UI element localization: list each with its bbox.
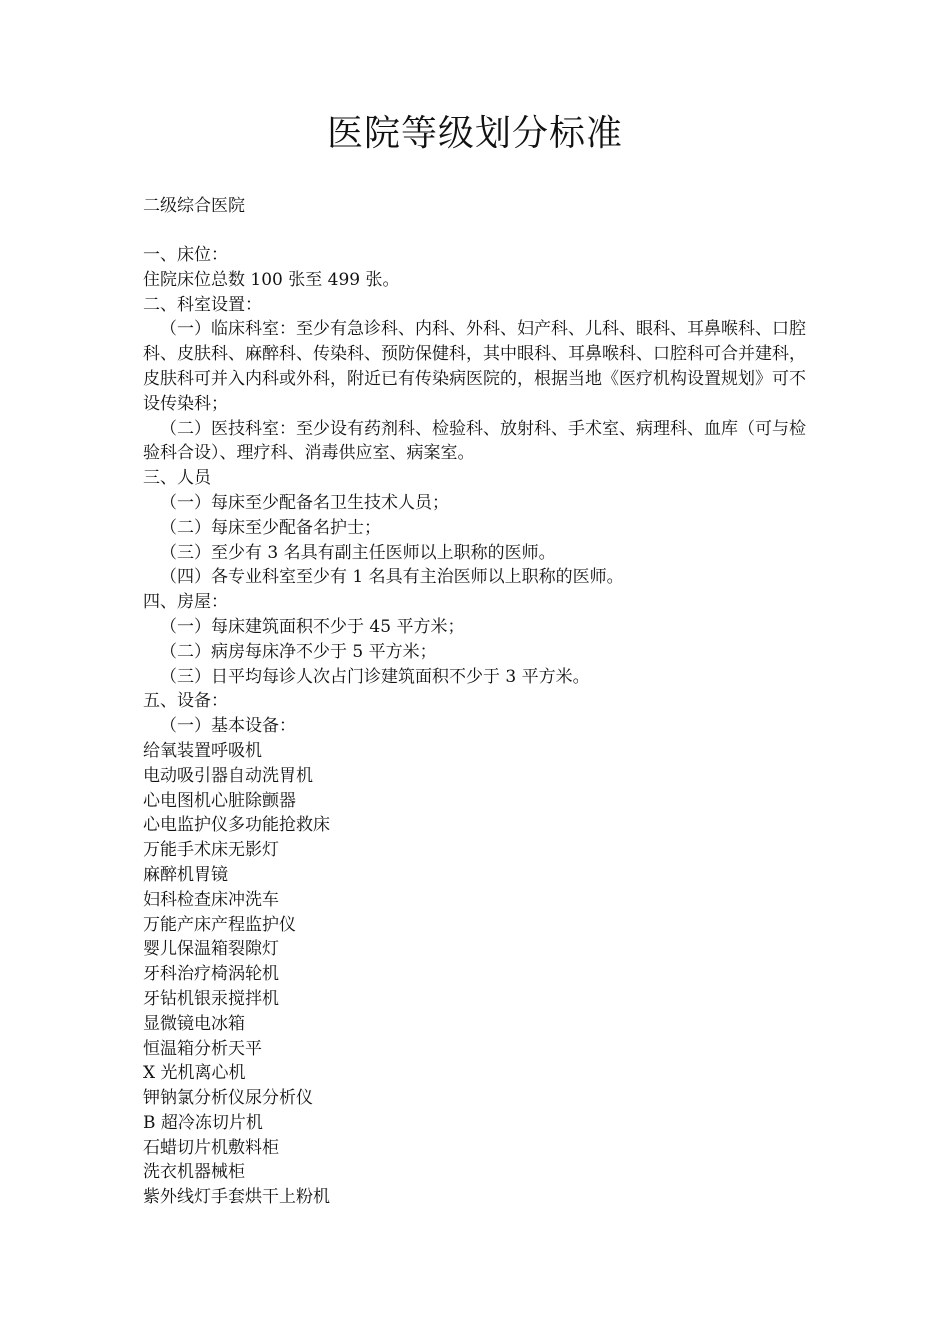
- equipment-item: 洗衣机器械柜: [143, 1162, 245, 1183]
- housing-item: （一）每床建筑面积不少于 45 平方米；: [160, 616, 465, 637]
- document-subtitle: 二级综合医院: [143, 196, 245, 216]
- document-title: 医院等级划分标准: [326, 113, 623, 154]
- section-heading-beds: 一、床位：: [143, 245, 228, 265]
- equipment-item: 麻醉机胃镜: [143, 864, 228, 885]
- housing-item: （二）病房每床净不少于 5 平方米；: [160, 641, 437, 662]
- equipment-item: 钾钠氯分析仪尿分析仪: [143, 1088, 313, 1109]
- equipment-item: 心电监护仪多功能抢救床: [143, 815, 330, 836]
- equipment-item: 石蜡切片机敷料柜: [143, 1137, 279, 1158]
- equipment-item: 妇科检查床冲洗车: [143, 889, 279, 910]
- staff-item: （一）每床至少配备名卫生技术人员；: [160, 492, 449, 513]
- equipment-list: [143, 739, 813, 1210]
- housing-item: （三）日平均每诊人次占门诊建筑面积不少于 3 平方米。: [160, 666, 590, 687]
- equipment-item: 万能手术床无影灯: [143, 840, 279, 861]
- staff-item: （四）各专业科室至少有 1 名具有主治医师以上职称的医师。: [160, 567, 624, 588]
- equipment-basic-heading: （一）基本设备：: [160, 716, 296, 737]
- clinical-departments-paragraph: （一）临床科室：至少有急诊科、内科、外科、妇产科、儿科、眼科、耳鼻喉科、口腔科、皮肤科、麻醉科、传染科、预防保健科，其中眼科、耳鼻喉科、口腔科可合并建科，皮肤科可并入内科或外科，附近已有传染病医院的，根据当地《医疗机构设置规划》可不设传染科；: [143, 319, 806, 414]
- equipment-item: B 超冷冻切片机: [143, 1112, 263, 1133]
- staff-item: （二）每床至少配备名护士；: [160, 517, 381, 538]
- equipment-item: 牙科治疗椅涡轮机: [143, 964, 279, 985]
- equipment-item: X 光机离心机: [143, 1063, 246, 1084]
- equipment-item: 心电图机心脏除颤器: [143, 790, 296, 811]
- equipment-item: 婴儿保温箱裂隙灯: [143, 939, 279, 960]
- section-heading-departments: 二、科室设置：: [143, 294, 262, 315]
- equipment-item: 万能产床产程监护仪: [143, 914, 296, 935]
- section-heading-equipment: 五、设备：: [143, 691, 228, 712]
- equipment-item: 牙钻机银汞搅拌机: [143, 988, 279, 1009]
- equipment-item: 电动吸引器自动洗胃机: [143, 765, 313, 786]
- equipment-item: 恒温箱分析天平: [143, 1038, 262, 1059]
- staff-item: （三）至少有 3 名具有副主任医师以上职称的医师。: [160, 542, 556, 563]
- document-body: [143, 243, 813, 1210]
- section-heading-housing: 四、房屋：: [143, 592, 228, 613]
- beds-text: 住院床位总数 100 张至 499 张。: [143, 269, 400, 290]
- equipment-item: 紫外线灯手套烘干上粉机: [143, 1187, 330, 1208]
- equipment-item: 显微镜电冰箱: [143, 1013, 245, 1034]
- section-heading-staff: 三、人员: [143, 468, 211, 489]
- technical-departments-paragraph: （二）医技科室：至少设有药剂科、检验科、放射科、手术室、病理科、血库（可与检验科合设）、理疗科、消毒供应室、病案室。: [143, 418, 806, 464]
- equipment-item: 给氧装置呼吸机: [143, 740, 262, 761]
